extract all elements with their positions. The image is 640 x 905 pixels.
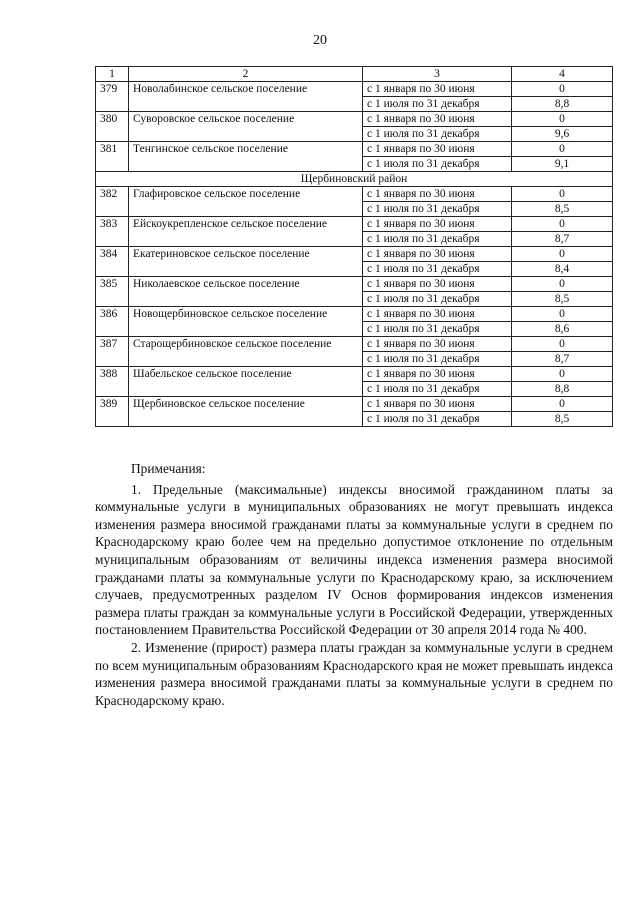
header-col-1: 1 [96,67,129,82]
period-first-half: с 1 января по 30 июня [363,307,512,322]
index-second-half: 8,5 [512,292,613,307]
settlement-name: Николаевское сельское поселение [129,277,363,307]
settlement-name: Тенгинское сельское поселение [129,142,363,172]
settlement-name: Новолабинское сельское поселение [129,82,363,112]
row-number: 385 [96,277,129,307]
period-second-half: с 1 июля по 31 декабря [363,127,512,142]
settlement-name: Щербиновское сельское поселение [129,397,363,427]
index-first-half: 0 [512,307,613,322]
row-number: 382 [96,187,129,217]
table-row [96,217,613,232]
index-first-half: 0 [512,397,613,412]
region-name: Щербиновский район [96,172,613,187]
row-number: 383 [96,217,129,247]
notes-section [95,460,613,709]
indices-table [95,66,613,427]
table-row [96,82,613,97]
table-row [96,187,613,202]
index-second-half: 8,7 [512,352,613,367]
settlement-name: Шабельское сельское поселение [129,367,363,397]
region-row [96,172,613,187]
period-second-half: с 1 июля по 31 декабря [363,202,512,217]
period-second-half: с 1 июля по 31 декабря [363,412,512,427]
period-first-half: с 1 января по 30 июня [363,247,512,262]
index-first-half: 0 [512,247,613,262]
page-number: 20 [313,33,327,48]
index-first-half: 0 [512,337,613,352]
row-number: 389 [96,397,129,427]
settlement-name: Глафировское сельское поселение [129,187,363,217]
period-first-half: с 1 января по 30 июня [363,187,512,202]
table-row [96,142,613,157]
index-second-half: 8,5 [512,412,613,427]
period-second-half: с 1 июля по 31 декабря [363,97,512,112]
index-second-half: 8,4 [512,262,613,277]
table-row [96,247,613,262]
note-paragraph-2: 2. Изменение (прирост) размера платы граждан за коммунальные услуги в среднем по всем муниципальным образованиям Краснодарского края не может превышать индекса изменения размера вносимой гражданами платы за коммунальные услуги в среднем по Краснодарскому краю. [95,639,613,708]
index-second-half: 9,6 [512,127,613,142]
period-second-half: с 1 июля по 31 декабря [363,157,512,172]
row-number: 380 [96,112,129,142]
period-first-half: с 1 января по 30 июня [363,397,512,412]
index-second-half: 9,1 [512,157,613,172]
period-first-half: с 1 января по 30 июня [363,217,512,232]
period-second-half: с 1 июля по 31 декабря [363,352,512,367]
period-first-half: с 1 января по 30 июня [363,367,512,382]
period-second-half: с 1 июля по 31 декабря [363,322,512,337]
index-first-half: 0 [512,217,613,232]
table-row [96,307,613,322]
period-first-half: с 1 января по 30 июня [363,112,512,127]
period-first-half: с 1 января по 30 июня [363,142,512,157]
period-second-half: с 1 июля по 31 декабря [363,292,512,307]
period-first-half: с 1 января по 30 июня [363,277,512,292]
index-second-half: 8,8 [512,97,613,112]
notes-title: Примечания: [131,461,206,476]
row-number: 386 [96,307,129,337]
index-first-half: 0 [512,187,613,202]
index-second-half: 8,5 [512,202,613,217]
index-second-half: 8,6 [512,322,613,337]
settlement-name: Суворовское сельское поселение [129,112,363,142]
table-row [96,367,613,382]
period-first-half: с 1 января по 30 июня [363,337,512,352]
index-first-half: 0 [512,82,613,97]
table-header-row [96,67,613,82]
settlement-name: Новощербиновское сельское поселение [129,307,363,337]
table-row [96,277,613,292]
settlement-name: Ейскоукрепленское сельское поселение [129,217,363,247]
period-second-half: с 1 июля по 31 декабря [363,382,512,397]
settlement-name: Старощербиновское сельское поселение [129,337,363,367]
indices-table-body [96,67,613,427]
settlement-name: Екатериновское сельское поселение [129,247,363,277]
table-row [96,397,613,412]
index-second-half: 8,7 [512,232,613,247]
period-first-half: с 1 января по 30 июня [363,82,512,97]
index-first-half: 0 [512,112,613,127]
index-first-half: 0 [512,142,613,157]
row-number: 381 [96,142,129,172]
index-second-half: 8,8 [512,382,613,397]
table-row [96,337,613,352]
row-number: 384 [96,247,129,277]
period-second-half: с 1 июля по 31 декабря [363,232,512,247]
header-col-3: 3 [363,67,512,82]
row-number: 387 [96,337,129,367]
header-col-4: 4 [512,67,613,82]
header-col-2: 2 [129,67,363,82]
period-second-half: с 1 июля по 31 декабря [363,262,512,277]
index-first-half: 0 [512,277,613,292]
table-row [96,112,613,127]
row-number: 388 [96,367,129,397]
note-paragraph-1: 1. Предельные (максимальные) индексы вносимой гражданином платы за коммунальные услуги в муниципальных образованиях не могут превышать индекса изменения размера вносимой гражданами платы за коммунальные услуги в среднем по Краснодарскому краю более чем на предельно допустимое отклонение по отдельным муниципальным образованиям от величины индекса изменения размера вносимой гражданами платы за коммунальные услуги по Краснодарскому краю, за исключением случаев, предусмотренных разделом IV Основ формирования индексов изменения размера платы граждан за коммунальные услуги в Российской Федерации, утвержденных постановлением Правительства Российской Федерации от 30 апреля 2014 года № 400. [95,481,613,638]
index-first-half: 0 [512,367,613,382]
row-number: 379 [96,82,129,112]
